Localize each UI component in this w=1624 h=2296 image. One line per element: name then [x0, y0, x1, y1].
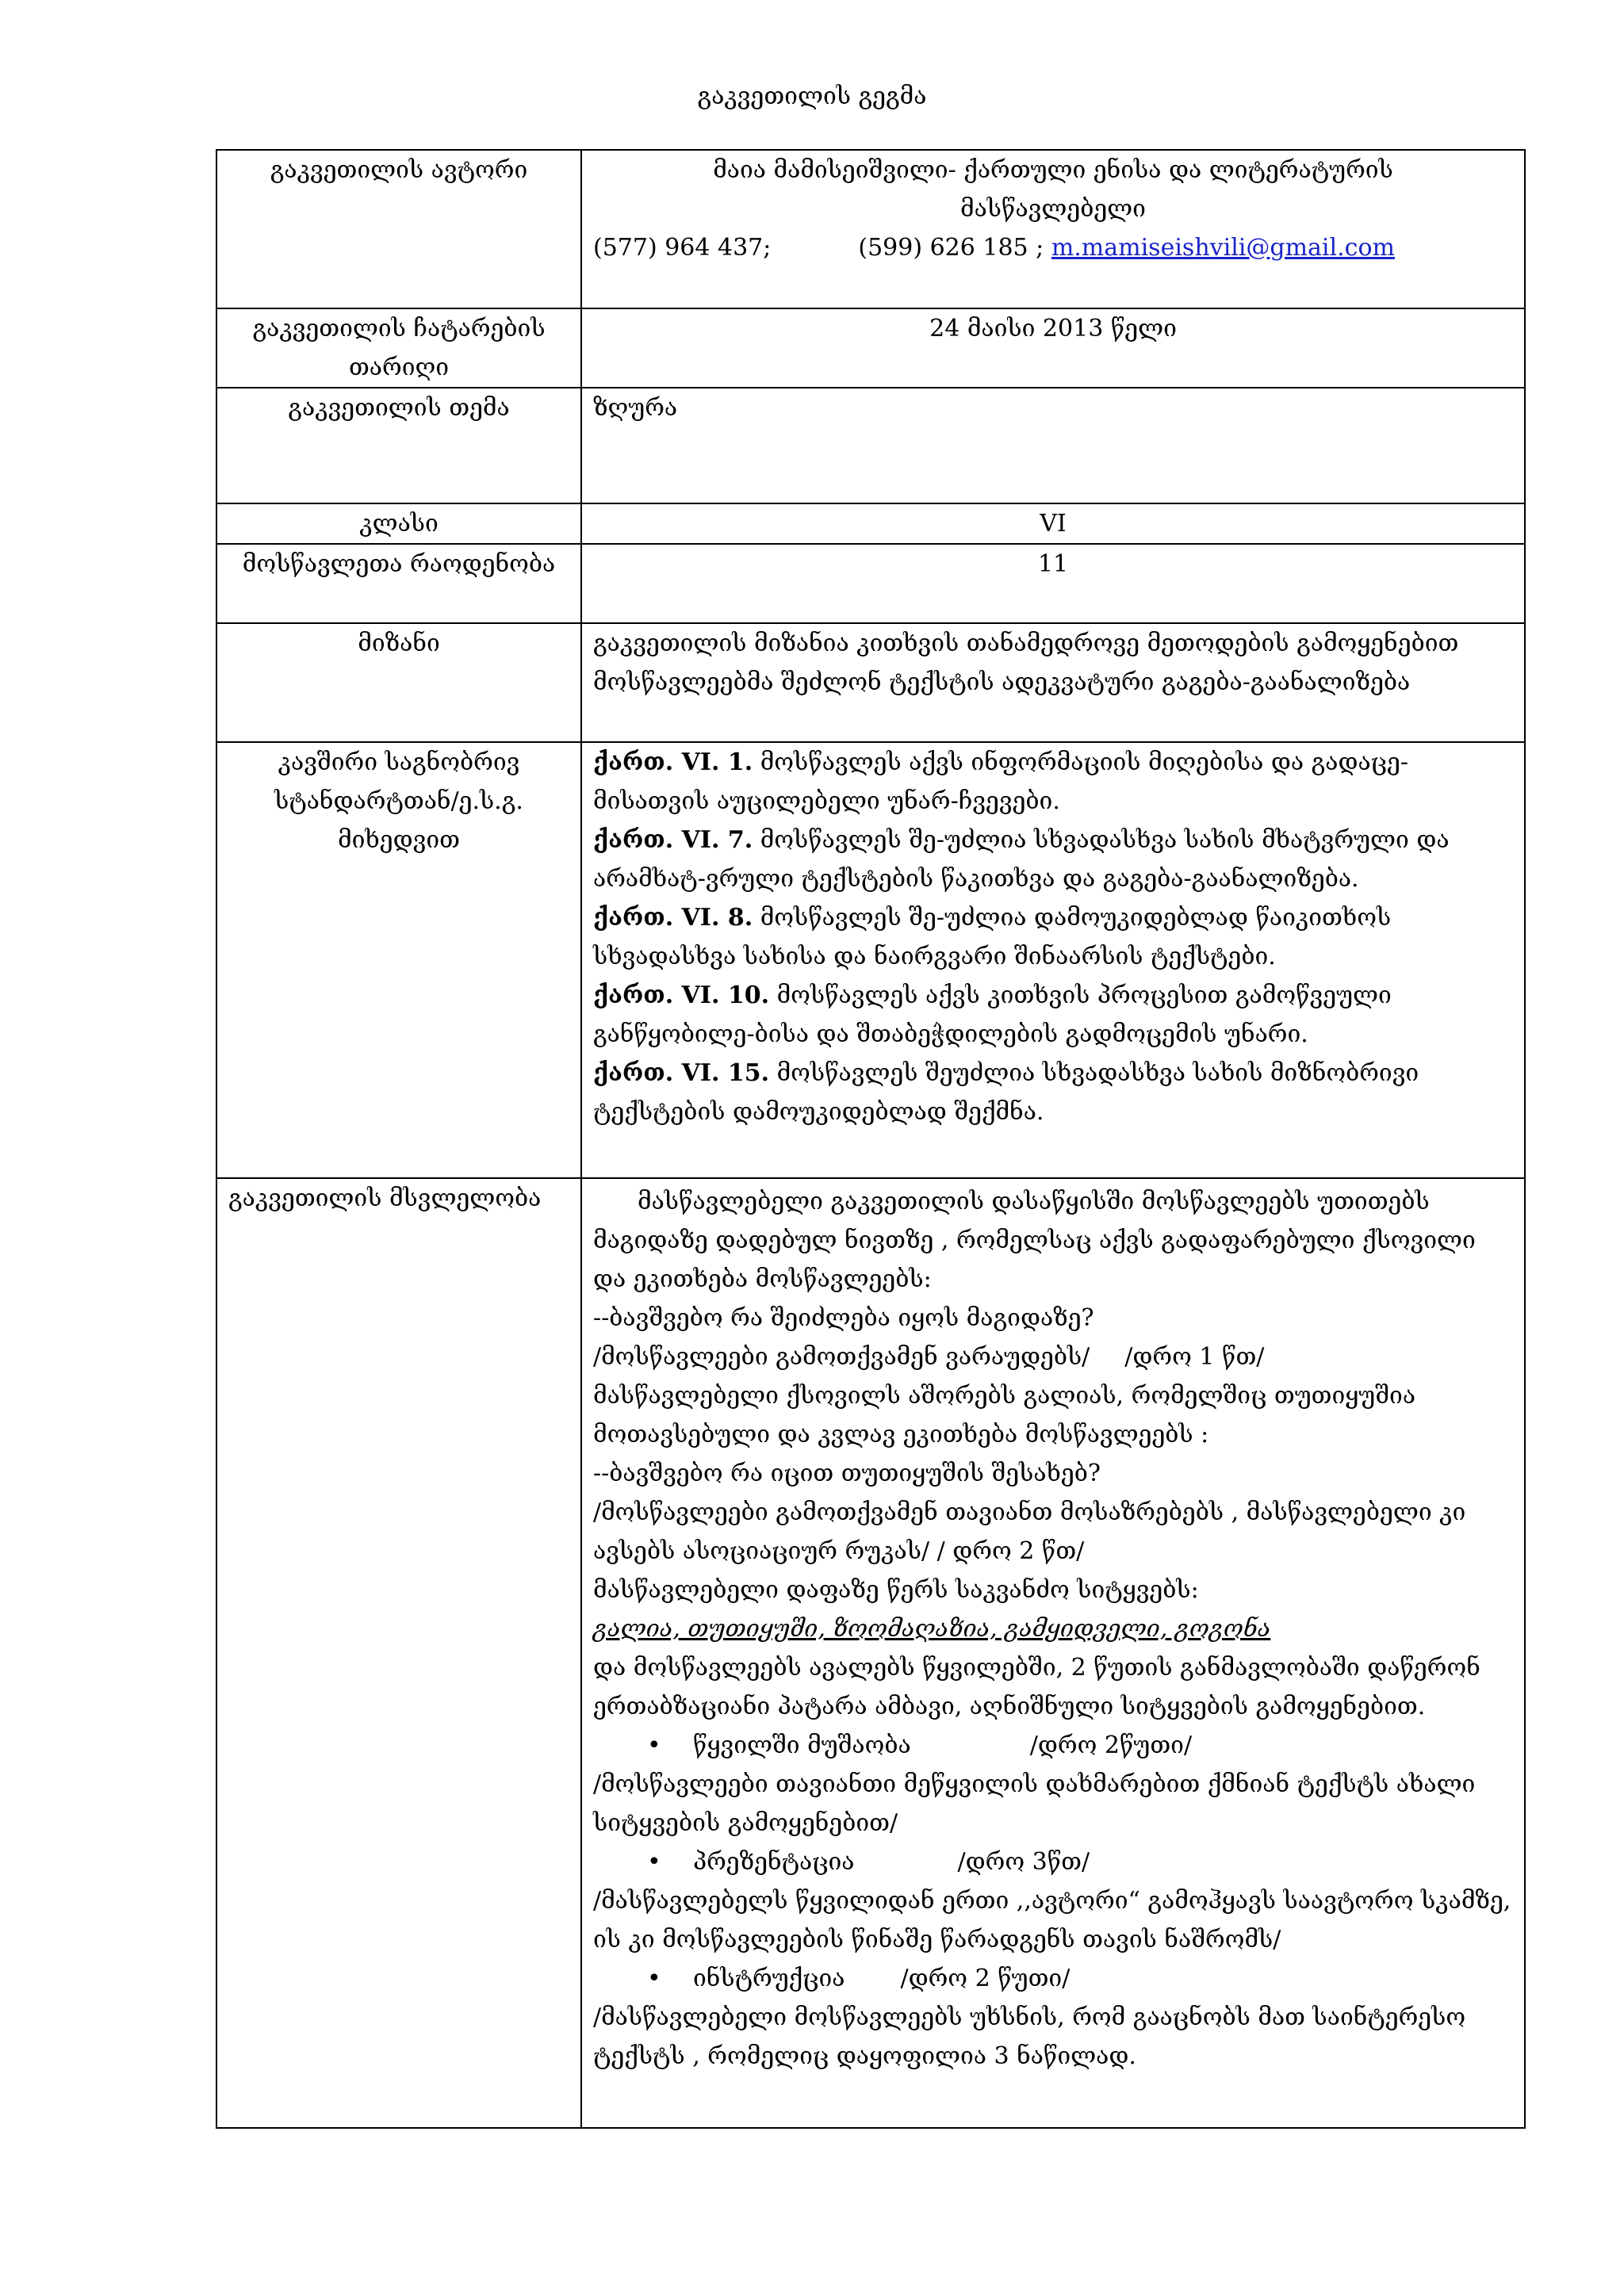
row-grade [216, 503, 1525, 544]
author-contacts [593, 228, 1513, 267]
response-1: /მოსწავლეები გამოთქვამენ ვარაუდებს/ /დრო 1 წთ/ [593, 1343, 1265, 1371]
question-1: --ბავშვებო რა შეიძლება იყოს მაგიდაზე? [593, 1304, 1094, 1332]
procedure-step-2: მასწავლებელი ქსოვილს აშორებს გალიას, რომელშიც თუთიყუშია მოთავსებული და კვლავ ეკითხება მოსწავლეებს : [593, 1382, 1416, 1448]
page-title: გაკვეთილის გეგმა [697, 82, 927, 110]
students-label: მოსწავლეთა რაოდენობა [216, 544, 581, 623]
author-label: გაკვეთილის ავტორი [216, 150, 581, 308]
lesson-plan-table [216, 149, 1526, 2129]
date-value: 24 მაისი 2013 წელი [581, 308, 1525, 388]
row-author [216, 150, 1525, 308]
phone-1: (577) 964 437; [593, 234, 772, 262]
procedure-intro: მასწავლებელი გაკვეთილის დასაწყისში მოსწავლეებს უთითებს მაგიდაზე დადებულ ნივთზე , რომელსაც აქვს გადაფარებული ქსოვილი და ეკითხება მოსწავლეებს: [593, 1188, 1476, 1293]
standard-item: ქართ. VI. 8. მოსწავლეს შე-უძლია დამოუკიდებლად წაიკითხოს სხვადასხვა სახისა და ნაირგვარი შინაარსის ტექსტები. [593, 904, 1392, 970]
grade-label: კლასი [216, 503, 581, 544]
procedure-label: გაკვეთილის მსვლელობა [216, 1178, 581, 2128]
author-name: მაია მამისეიშვილი- ქართული ენისა და ლიტერატურის [713, 156, 1393, 184]
row-standards [216, 742, 1525, 1178]
row-date [216, 308, 1525, 388]
row-students [216, 544, 1525, 623]
row-goal [216, 623, 1525, 742]
procedure-value [581, 1178, 1525, 2128]
students-value: 11 [581, 544, 1525, 623]
bullet-pair-work: • წყვილში მუშაობა /დრო 2წუთი/ [593, 1726, 1513, 1765]
standard-item: ქართ. VI. 15. მოსწავლეს შეუძლია სხვადასხვა სახის მიზნობრივი ტექსტების დამოუკიდებლად შექმნა. [593, 1059, 1419, 1126]
bullet-presentation: • პრეზენტაცია /დრო 3წთ/ [593, 1843, 1513, 1881]
bullet-icon: • [647, 1965, 661, 1992]
row-topic [216, 388, 1525, 503]
standard-item: ქართ. VI. 10. მოსწავლეს აქვს კითხვის პროცესით გამოწვეული განწყობილე-ბისა და შთაბეჭდილების გადმოცემის უნარი. [593, 982, 1392, 1048]
standard-item: ქართ. VI. 1. მოსწავლეს აქვს ინფორმაციის მიღებისა და გადაცე-მისათვის აუცილებელი უნარ-ჩვევები. [593, 748, 1408, 815]
question-2: --ბავშვებო რა იცით თუთიყუშის შესახებ? [593, 1460, 1101, 1487]
standard-item: ქართ. VI. 7. მოსწავლეს შე-უძლია სხვადასხვა სახის მხატვრული და არამხატ-ვრული ტექსტების წაკითხვა და გაგება-გაანალიზება. [593, 826, 1450, 893]
bullet-instruction: • ინსტრუქცია /დრო 2 წუთი/ [593, 1959, 1513, 1998]
goal-value: გაკვეთილის მიზანია კითხვის თანამედროვე მეთოდების გამოყენებით მოსწავლეებმა შეძლონ ტექსტის ადეკვატური გაგება-გაანალიზება [581, 623, 1525, 742]
pair-work-description: /მოსწავლეები თავიანთი მეწყვილის დახმარებით ქმნიან ტექსტს ახალი სიტყვების გამოყენებით/ [593, 1770, 1476, 1837]
author-value [581, 150, 1525, 308]
procedure-step-3: მასწავლებელი დაფაზე წერს საკვანძო სიტყვებს: [593, 1576, 1199, 1604]
email-link[interactable]: m.mamiseishvili@gmail.com [1051, 234, 1395, 262]
goal-label: მიზანი [216, 623, 581, 742]
phone-2: (599) 626 185 ; [858, 234, 1044, 262]
presentation-description: /მასწავლებელს წყვილიდან ერთი ,,ავტორი“ გამოჰყავს საავტორო სკამზე, ის კი მოსწავლეების წინაშე წარადგენს თავის ნაშრომს/ [593, 1887, 1511, 1954]
bullet-icon: • [647, 1732, 661, 1759]
procedure-step-4: და მოსწავლეებს ავალებს წყვილებში, 2 წუთის განმავლობაში დაწერონ ერთაბზაციანი პატარა ამბავი, აღნიშნული სიტყვების გამოყენებით. [593, 1654, 1480, 1720]
response-2: /მოსწავლეები გამოთქვამენ თავიანთ მოსაზრებებს , მასწავლებელი კი ავსებს ასოციაციურ რუკას/ / დრო 2 წთ/ [593, 1498, 1466, 1565]
date-label: გაკვეთილის ჩატარების თარიღი [216, 308, 581, 388]
bullet-icon: • [647, 1848, 661, 1876]
topic-label: გაკვეთილის თემა [216, 388, 581, 503]
standards-value [581, 742, 1525, 1178]
grade-value: VI [581, 503, 1525, 544]
keywords: გალია, თუთიყუში, ზოომაღაზია, გამყიდველი, გოგონა [593, 1615, 1271, 1643]
row-procedure [216, 1178, 1525, 2128]
topic-value: ზღურა [581, 388, 1525, 503]
standards-label: კავშირი საგნობრივ სტანდარტთან/ე.ს.გ. მიხედვით [216, 742, 581, 1178]
author-position: მასწავლებელი [960, 195, 1146, 223]
instruction-description: /მასწავლებელი მოსწავლეებს უხსნის, რომ გააცნობს მათ საინტერესო ტექსტს , რომელიც დაყოფილია 3 ნაწილად. [593, 2003, 1466, 2070]
